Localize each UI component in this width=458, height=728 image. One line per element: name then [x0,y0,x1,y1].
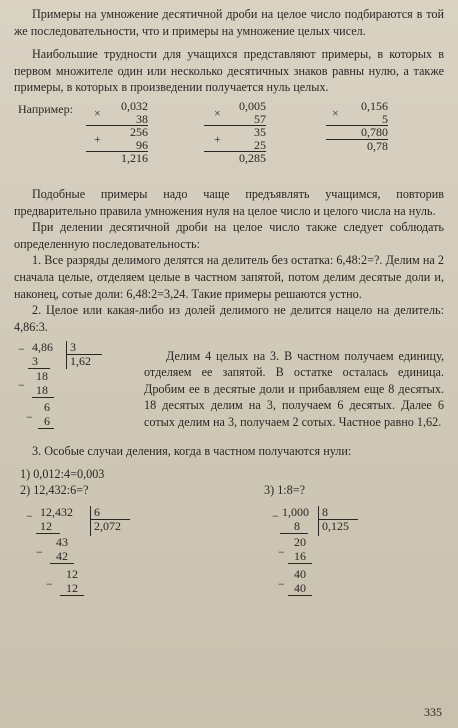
minus-sign: − [26,508,33,523]
operand-1: 0,156 [361,98,388,113]
division-step: 18 [36,383,48,398]
quotient: 1,62 [70,354,91,369]
division-step: 40 [294,580,306,595]
minus-sign: − [26,410,33,425]
product: 0,285 [239,151,266,166]
dividend: 1,000 [282,504,309,519]
division-step: 12 [66,566,78,581]
quotient: 2,072 [94,518,121,533]
partial-1: 256 [130,125,148,140]
partial-1: 35 [254,125,266,140]
divisor: 3 [70,340,76,355]
plus-sign: + [214,131,221,146]
division-step: 20 [294,534,306,549]
operand-1: 0,032 [121,98,148,113]
minus-sign: − [18,342,25,357]
long-division-3 [272,506,412,610]
division-explanation: Делим 4 целых на 3. В частном получаем единицу, отделяем ее запятой. В остатке осталась единица. Дробим ее в десятые доли и прибавляем еще 8 десятых. 18 десятых делим на 3, получаем 6 десятых. Далее 6 сотых делим на 3, получаем 2 сотых. Частное равно 1,62. [144,348,444,429]
multiplication-examples [14,100,444,186]
times-sign: × [332,105,339,120]
division-step: 6 [44,414,50,429]
minus-sign: − [278,544,285,559]
minus-sign: − [46,576,53,591]
division-step: 43 [56,534,68,549]
division-step: 40 [294,566,306,581]
paragraph-2: Наибольшие трудности для учащихся представляют примеры, в которых в первом множителе один или несколько десятичных знаков равны нулю, а также примеры, в которых в произведении получается нуль целых. [14,47,444,95]
quotient: 0,125 [322,518,349,533]
division-step: 8 [294,518,300,533]
division-step: 6 [44,400,50,415]
division-example-block [14,335,444,443]
paragraph-3: Подобные примеры надо чаще предъявлять учащимся, повторив предварительно правила умножения нуля на целое число и целого числа на нуль. [14,186,444,218]
division-step: 12 [66,580,78,595]
long-division-2 [26,506,166,610]
division-step: 42 [56,548,68,563]
plus-sign: + [94,131,101,146]
long-division-row [14,502,444,612]
paragraph-8: 3. Особые случаи деления, когда в частном получаются нули: [32,444,352,459]
operand-2: 5 [326,113,388,127]
division-step: 3 [32,354,38,369]
paragraph-6: 2. Целое или какая-либо из долей делимого не делится нацело на делитель: 4,86:3. [14,303,444,334]
partial-2: 25 [204,139,266,153]
operand-1: 0,005 [239,98,266,113]
minus-sign: − [18,378,25,393]
division-step: 16 [294,548,306,563]
division-step: 12 [40,518,52,533]
minus-sign: − [36,544,43,559]
product: 0,78 [367,138,388,153]
examples-label: Например: [18,101,73,116]
product: 1,216 [121,151,148,166]
minus-sign: − [278,576,285,591]
paragraph-1: Примеры на умножение десятичной дроби на целое число подбираются в той же последовательности, что и примеры на умножение целых чисел. [14,7,444,38]
dividend: 12,432 [40,504,73,519]
division-step: 18 [36,369,48,384]
times-sign: × [94,105,101,120]
long-division-1 [18,341,128,441]
case-3: 3) 1:8=? [264,482,306,497]
case-2: 2) 12,432:6=? [20,482,89,497]
divisor: 8 [322,504,328,519]
partial-1: 0,780 [326,126,388,140]
partial-2: 96 [86,139,148,153]
dividend: 4,86 [32,340,53,355]
times-sign: × [214,105,221,120]
paragraph-5: 1. Все разряды делимого делятся на делитель без остатка: 6,48:2=?. Делим на 2 сначала целые, отделяем целые в частном запятой, потом делим десятые доли и, наконец, сотые доли: 6,48:2=3,24. Такие примеры решаются устно. [14,253,444,301]
case-1: 1) 0,012:4=0,003 [20,466,105,481]
operand-2: 57 [204,113,266,127]
minus-sign: − [272,508,279,523]
paragraph-4: При делении десятичной дроби на целое число также следует соблюдать определенную последовательность: [14,220,444,251]
operand-2: 38 [86,113,148,127]
page-number: 335 [424,705,442,719]
divisor: 6 [94,504,100,519]
